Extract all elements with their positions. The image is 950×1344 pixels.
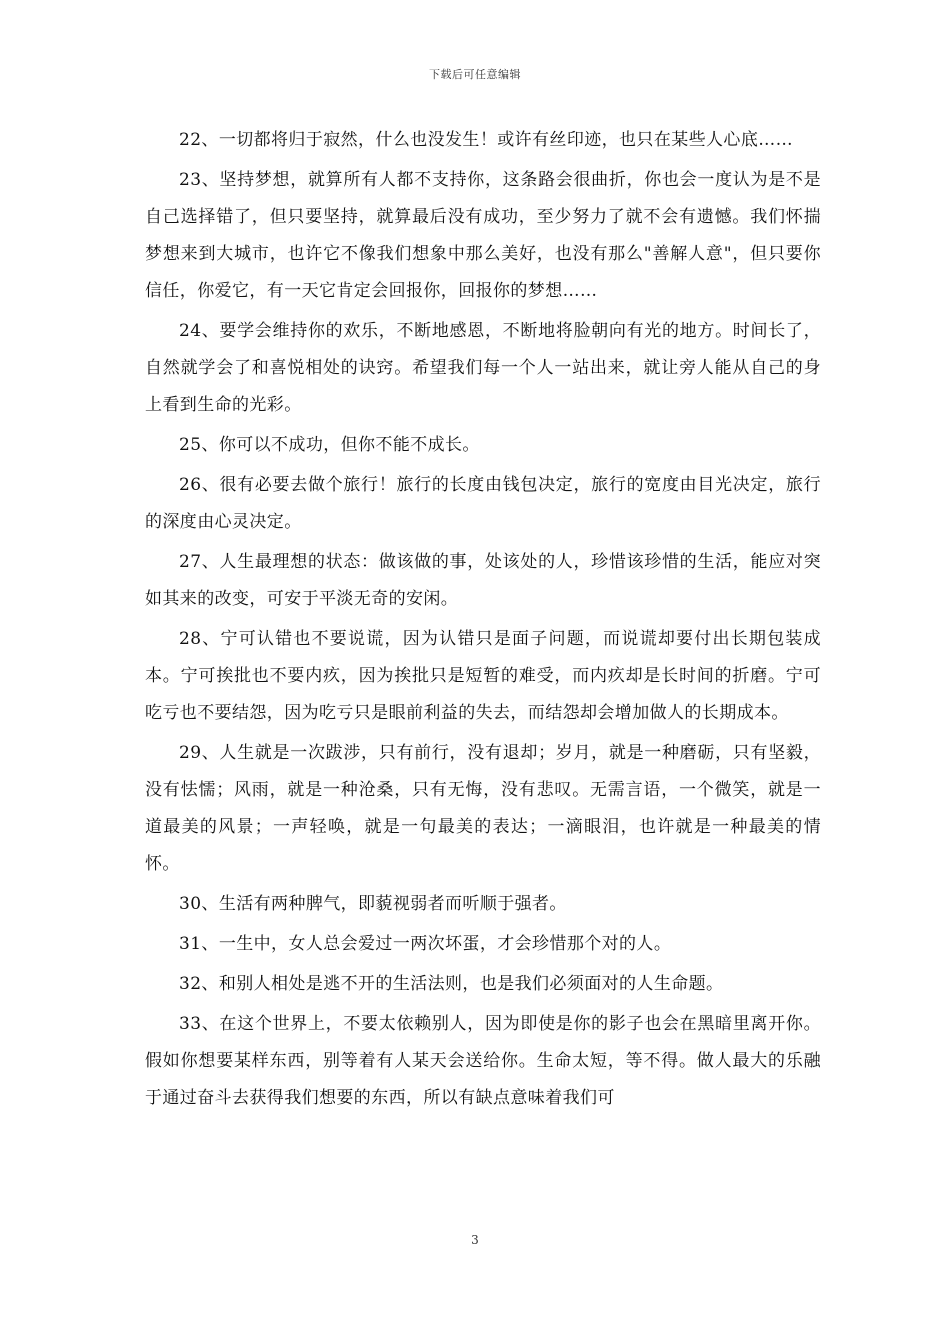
paragraph-32: 32、和别人相处是逃不开的生活法则，也是我们必须面对的人生命题。 [179,974,724,994]
paragraph-26: 26、很有必要去做个旅行！旅行的长度由钱包决定，旅行的宽度由目光决定，旅行的深度由心灵决定。 [145,475,821,532]
paragraph-23: 23、坚持梦想，就算所有人都不支持你，这条路会很曲折，你也会一度认为是不是自己选择错了，但只要坚持，就算最后没有成功，至少努力了就不会有遗憾。我们怀揣梦想来到大城市，也许它不像我们想象中那么美好，也没有那么"善解人意"，但只要你信任，你爱它，有一天它肯定会回报你，回报你的梦想…… [145,170,821,301]
paragraph-31: 31、一生中，女人总会爱过一两次坏蛋，才会珍惜那个对的人。 [179,934,672,954]
paragraph-33: 33、在这个世界上，不要太依赖别人，因为即使是你的影子也会在黑暗里离开你。假如你想要某样东西，别等着有人某天会送给你。生命太短，等不得。做人最大的乐融于通过奋斗去获得我们想要的东西，所以有缺点意味着我们可 [145,1014,821,1108]
paragraph-22: 22、一切都将归于寂然，什么也没发生！或许有丝印迹，也只在某些人心底…… [179,130,794,150]
page-number: 3 [471,1233,479,1247]
paragraph-25: 25、你可以不成功，但你不能不成长。 [179,435,480,455]
paragraph-30: 30、生活有两种脾气，即藐视弱者而听顺于强者。 [179,894,567,914]
page-header: 下载后可任意编辑 [429,68,521,81]
paragraph-24: 24、要学会维持你的欢乐，不断地感恩，不断地将脸朝向有光的地方。时间长了，自然就学会了和喜悦相处的诀窍。希望我们每一个人一站出来，就让旁人能从自己的身上看到生命的光彩。 [145,321,821,415]
paragraph-27: 27、人生最理想的状态：做该做的事，处该处的人，珍惜该珍惜的生活，能应对突如其来的改变，可安于平淡无奇的安闲。 [145,552,821,609]
paragraph-28: 28、宁可认错也不要说谎，因为认错只是面子问题，而说谎却要付出长期包装成本。宁可挨批也不要内疚，因为挨批只是短暂的难受，而内疚却是长时间的折磨。宁可吃亏也不要结怨，因为吃亏只是眼前利益的失去，而结怨却会增加做人的长期成本。 [145,629,821,723]
paragraph-29: 29、人生就是一次跋涉，只有前行，没有退却；岁月，就是一种磨砺，只有坚毅，没有怯懦；风雨，就是一种沧桑，只有无悔，没有悲叹。无需言语，一个微笑，就是一道最美的风景；一声轻唤，就是一句最美的表达；一滴眼泪，也许就是一种最美的情怀。 [145,743,821,874]
document-body [145,122,821,1120]
